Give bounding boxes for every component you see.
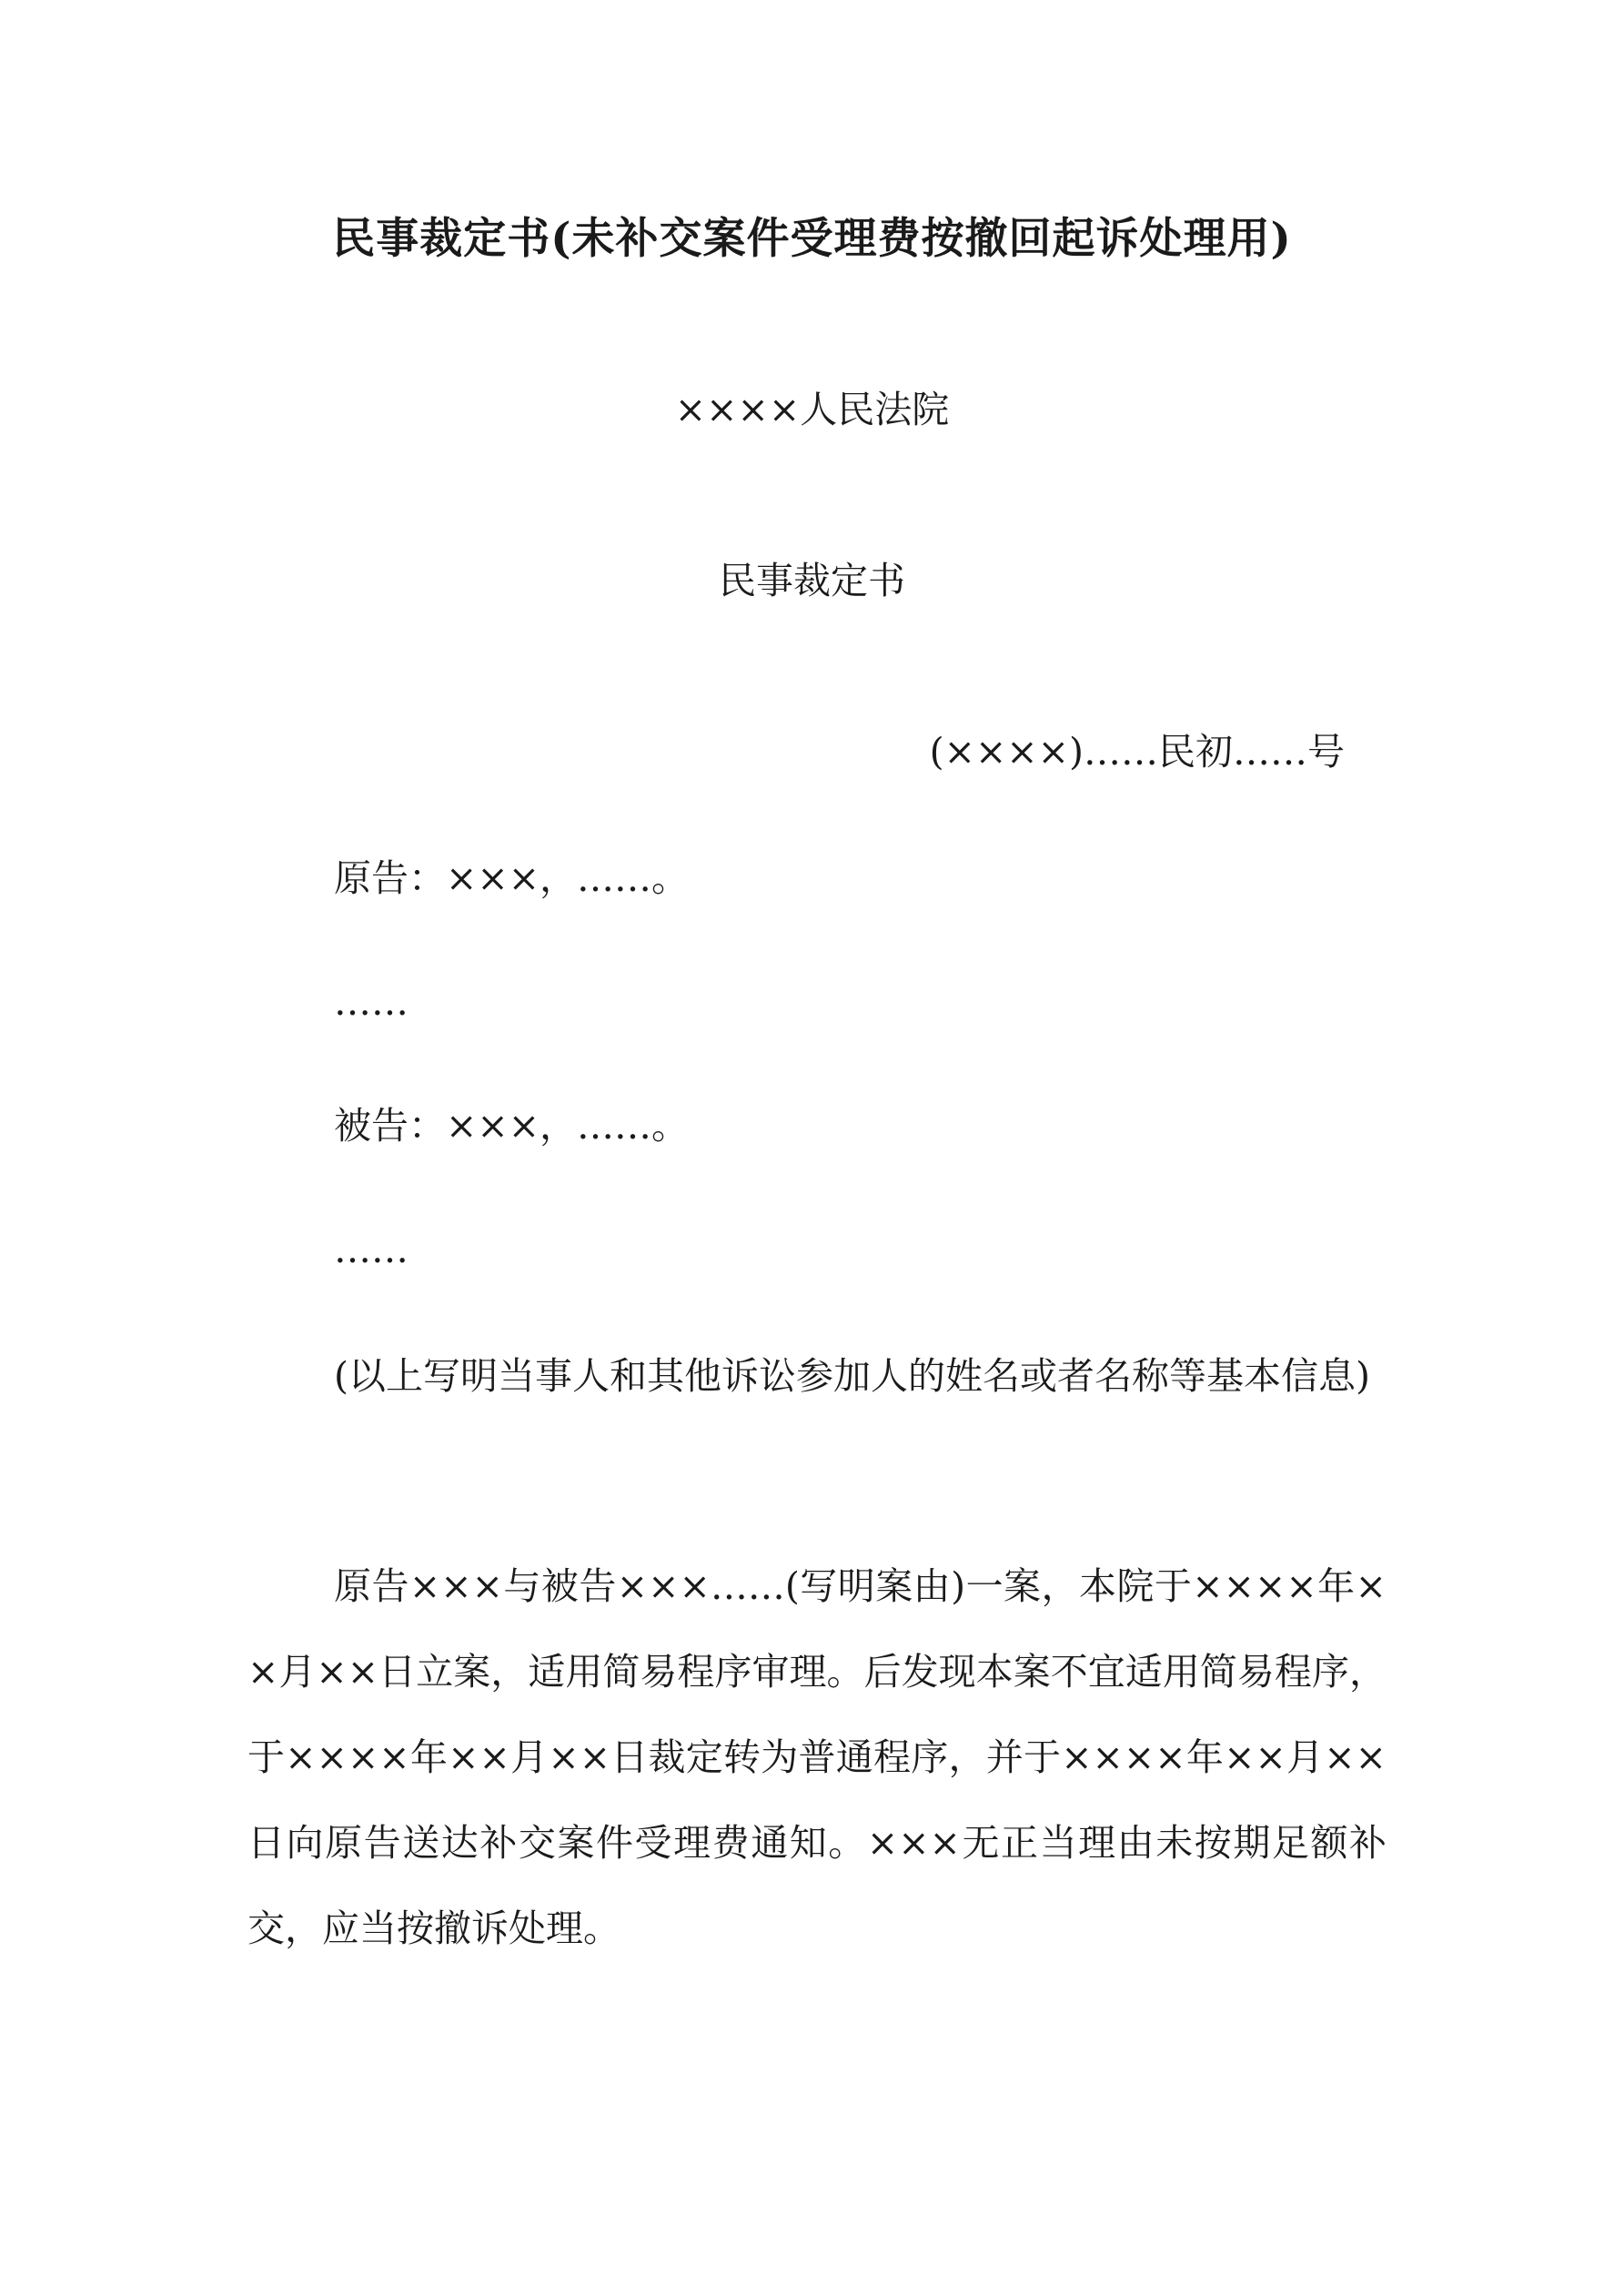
court-name: ××××人民法院 (674, 388, 950, 431)
defendant-line: 被告：×××，……。 (334, 1104, 690, 1148)
case-body-paragraph: 原告×××与被告×××……(写明案由)一案，本院于××××年××月××日立案，适用简易程序审理。后发现本案不宜适用简易程序，于××××年××月××日裁定转为普通程序，并于××××年××月××日向原告送达补交案件受理费通知。×××无正当理由未按期足额补交，应当按撤诉处理。 (247, 1564, 1387, 1950)
parties-note-paragraph: (以上写明当事人和其他诉讼参加人的姓名或者名称等基本信息) (334, 1354, 1370, 1398)
document-type-heading: 民事裁定书 (719, 559, 905, 602)
plaintiff-line: 原告：×××，……。 (334, 856, 690, 900)
plaintiff-ellipsis: …… (334, 980, 409, 1024)
defendant-ellipsis: …… (334, 1228, 409, 1271)
case-number: (××××)……民初……号 (929, 730, 1345, 774)
document-title: 民事裁定书(未补交案件受理费按撤回起诉处理用) (332, 214, 1292, 264)
